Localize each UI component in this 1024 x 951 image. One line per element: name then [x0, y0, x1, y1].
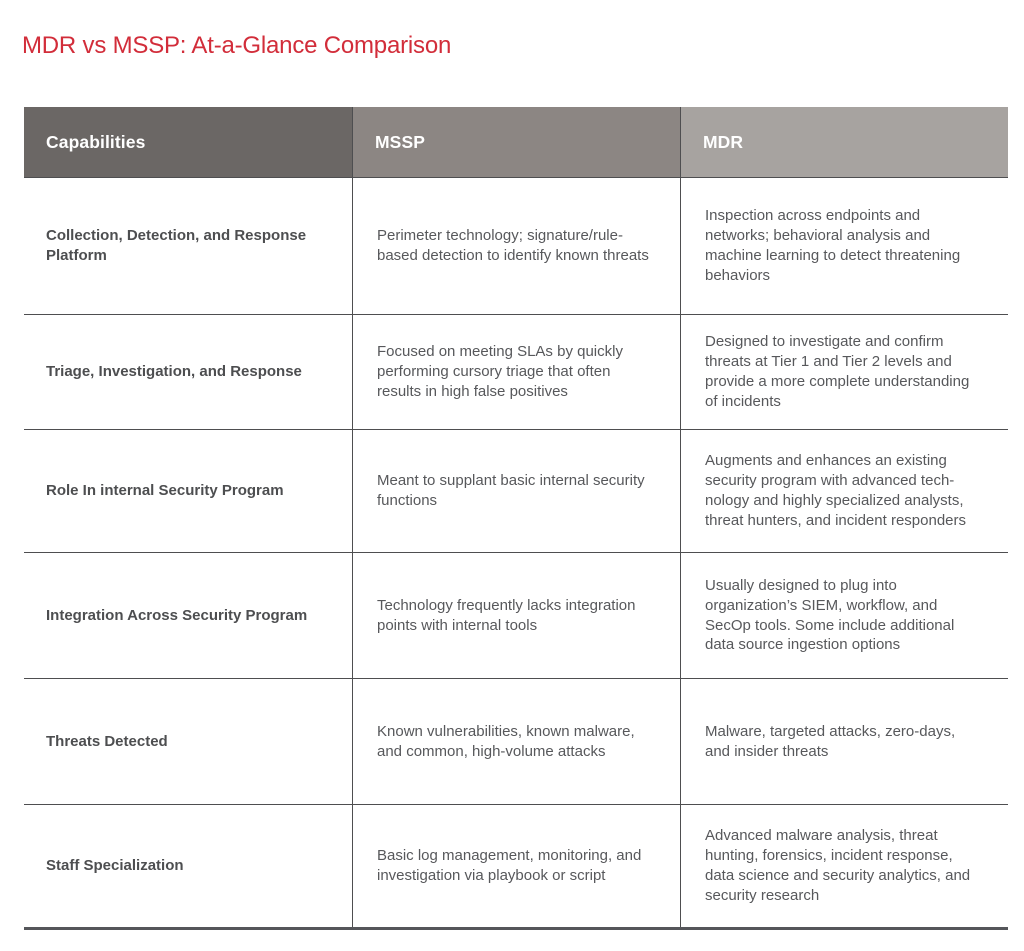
table-row-integration-across-security-program: [24, 552, 1008, 678]
mdr-cell: Advanced malware analysis, threat hunting, forensics, incident response, data science and security analytics, and security research: [680, 805, 1008, 927]
mssp-cell: Meant to supplant basic internal security functions: [352, 430, 680, 552]
mdr-cell: Malware, targeted attacks, zero-days, and insider threats: [680, 679, 1008, 804]
capability-cell: Role In internal Security Program: [46, 482, 284, 500]
mssp-cell: Known vulnerabilities, known malware, and common, high-volume attacks: [352, 679, 680, 804]
mssp-cell: Perimeter technology; signature/rule-based detection to identify known threats: [352, 178, 680, 314]
table-row-triage-investigation-response: [24, 314, 1008, 429]
capability-cell: Triage, Investigation, and Response: [46, 363, 302, 381]
capability-cell: Integration Across Security Program: [46, 606, 308, 624]
table-row-staff-specialization: [24, 804, 1008, 927]
mssp-cell: Focused on meeting SLAs by quickly performing cursory triage that often results in high false positives: [352, 315, 680, 429]
header-cell-mdr: MDR: [680, 107, 1008, 177]
mdr-cell: Usually designed to plug into organization’s SIEM, workflow, and SecOp tools. Some include additional data source ingestion options: [680, 553, 1008, 678]
header-cell-capabilities: Capabilities: [24, 107, 352, 177]
capability-cell: Threats Detected: [46, 732, 168, 750]
mdr-cell: Designed to investigate and confirm threats at Tier 1 and Tier 2 levels and provide a more complete understanding of incidents: [680, 315, 1008, 429]
table-row-role-in-internal-security-program: [24, 429, 1008, 552]
table-row-collection-detection-response: [24, 177, 1008, 314]
mssp-cell: Technology frequently lacks integration points with internal tools: [352, 553, 680, 678]
mssp-cell: Basic log management, monitoring, and investigation via playbook or script: [352, 805, 680, 927]
capability-cell: Collection, Detection, and Response Platform: [46, 227, 307, 264]
comparison-table: [24, 107, 1008, 930]
table-row-threats-detected: [24, 678, 1008, 804]
mdr-cell: Inspection across endpoints and networks; behavioral analysis and machine learning to detect threatening behaviors: [680, 178, 1008, 314]
page-title: MDR vs MSSP: At-a-Glance Comparison: [22, 32, 452, 59]
table-header-row: [24, 107, 1008, 177]
header-cell-mssp: MSSP: [352, 107, 680, 177]
capability-cell: Staff Specialization: [46, 857, 184, 875]
mdr-cell: Augments and enhances an existing security program with advanced technology and highly specialized analysts, threat hunters, and incident responders: [680, 430, 1008, 552]
